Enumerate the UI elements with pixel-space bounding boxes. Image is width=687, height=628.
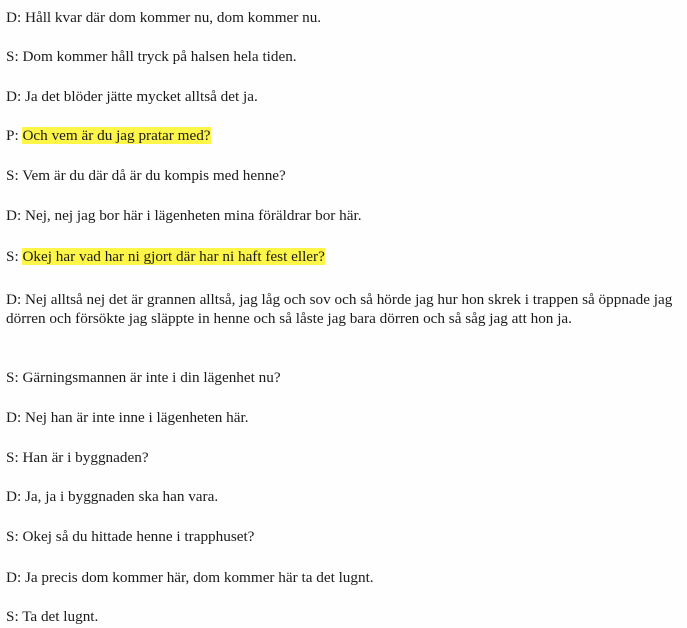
transcript-line-highlighted [6, 247, 683, 266]
utterance-text: Gärningsmannen är inte i din lägenhet nu? [22, 369, 281, 386]
utterance-text: Han är i byggnaden? [22, 449, 149, 466]
speaker-label: D: [6, 9, 22, 26]
transcript-paragraph [6, 290, 683, 328]
transcript-line [6, 568, 683, 587]
transcript-line [6, 8, 683, 27]
utterance-text: Ja precis dom kommer här, dom kommer här ta det lugnt. [24, 569, 374, 586]
utterance-text: Håll kvar där dom kommer nu, dom kommer nu. [24, 9, 322, 26]
transcript-line [6, 448, 683, 467]
speaker-label: D: [6, 569, 22, 586]
transcript-line [6, 607, 683, 626]
utterance-text: Ja det blöder jätte mycket alltså det ja. [24, 88, 258, 105]
speaker-label: S: [6, 48, 19, 65]
speaker-label: S: [6, 608, 19, 625]
utterance-text: Okej så du hittade henne i trapphuset? [22, 528, 255, 545]
speaker-label: D: [6, 207, 22, 224]
speaker-label: D: [6, 409, 22, 426]
speaker-label: S: [6, 248, 19, 265]
highlighted-utterance-text: Okej har vad har ni gjort där har ni haft fest eller? [22, 248, 325, 265]
transcript-line [6, 368, 683, 387]
utterance-text: Nej alltså nej det är grannen alltså, jag låg och sov och så hörde jag hur hon skrek i trappen så öppnade jag dörren och försökte jag släppte in henne och så låste jag bara dörren och så såg jag att hon ja. [6, 291, 673, 327]
transcript-line [6, 527, 683, 546]
speaker-label: P: [6, 127, 19, 144]
speaker-label: S: [6, 369, 19, 386]
transcript-line [6, 206, 683, 225]
utterance-text: Ta det lugnt. [22, 608, 99, 625]
speaker-label: S: [6, 449, 19, 466]
utterance-text: Vem är du där då är du kompis med henne? [22, 167, 286, 184]
transcript-line [6, 487, 683, 506]
transcript-line [6, 408, 683, 427]
utterance-text: Ja, ja i byggnaden ska han vara. [24, 488, 219, 505]
transcript-line [6, 87, 683, 106]
utterance-text: Dom kommer håll tryck på halsen hela tiden. [22, 48, 297, 65]
transcript-line [6, 166, 683, 185]
transcript-line [6, 47, 683, 66]
speaker-label: D: [6, 291, 22, 308]
utterance-text: Nej han är inte inne i lägenheten här. [24, 409, 249, 426]
utterance-text: Nej, nej jag bor här i lägenheten mina föräldrar bor här. [24, 207, 362, 224]
speaker-label: S: [6, 167, 19, 184]
speaker-label: D: [6, 88, 22, 105]
speaker-label: S: [6, 528, 19, 545]
speaker-label: D: [6, 488, 22, 505]
highlighted-utterance-text: Och vem är du jag pratar med? [22, 127, 211, 144]
transcript-line-highlighted [6, 126, 683, 145]
